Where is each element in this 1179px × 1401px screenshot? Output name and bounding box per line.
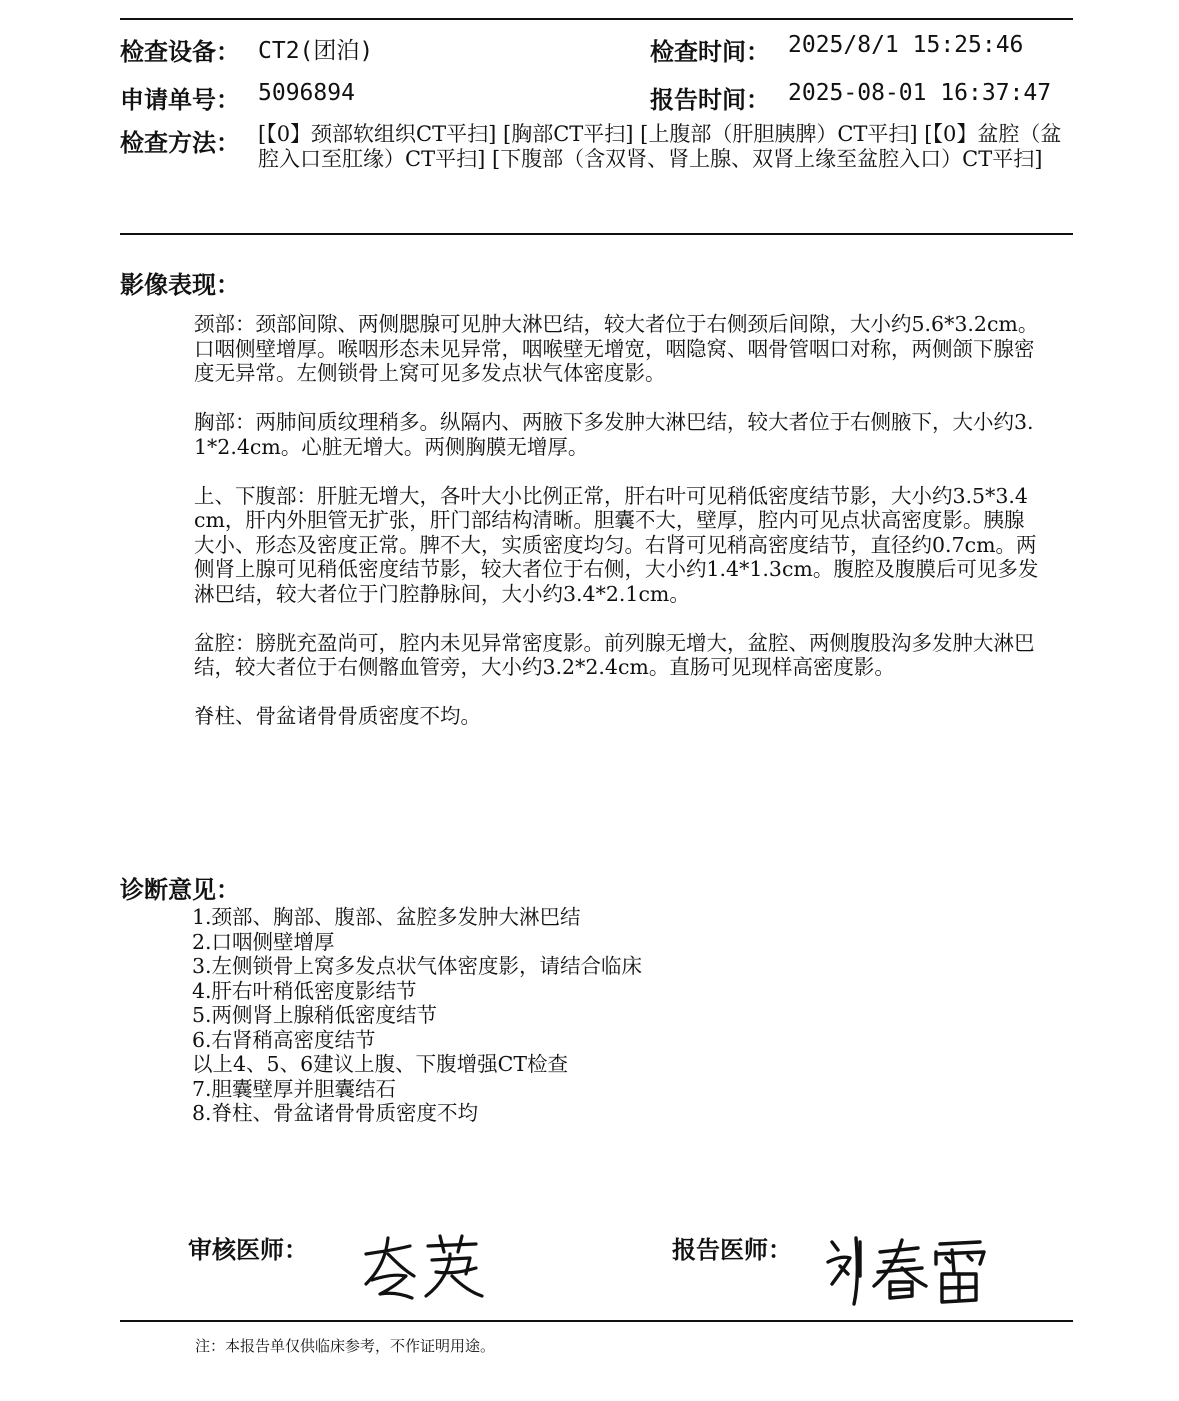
- header-divider: [120, 233, 1073, 235]
- top-divider: [120, 18, 1073, 20]
- findings-spine: 脊柱、骨盆诸骨骨质密度不均。: [194, 704, 481, 728]
- reviewer-signature: [358, 1232, 488, 1302]
- diagnosis-heading: 诊断意见：: [120, 876, 240, 904]
- exam-method-value: [【0】颈部软组织CT平扫] [胸部CT平扫] [上腹部（肝胆胰脾）CT平扫] [【0】盆腔（盆腔入口至肛缘）CT平扫] [下腹部（含双肾、肾上腺、双肾上缘至盆腔入口）CT平扫]: [258, 122, 1062, 171]
- findings-pelvis: 盆腔：膀胱充盈尚可，腔内未见异常密度影。前列腺无增大，盆腔、两侧腹股沟多发肿大淋巴结，较大者位于右侧髂血管旁，大小约3.2*2.4cm。直肠可见现样高密度影。: [194, 630, 1035, 679]
- diagnosis-item: 6.右肾稍高密度结节: [192, 1027, 376, 1052]
- diagnosis-item: 4.肝右叶稍低密度影结节: [192, 978, 417, 1003]
- reporter-signature: [822, 1232, 992, 1312]
- diagnosis-item: 1.颈部、胸部、腹部、盆腔多发肿大淋巴结: [192, 905, 581, 929]
- device-value: CT2(团泊): [258, 38, 374, 64]
- reporter-label: 报告医师：: [672, 1236, 792, 1264]
- report-time-value: 2025-08-01 16:37:47: [788, 80, 1052, 106]
- request-number-value: 5096894: [258, 80, 355, 106]
- exam-time-label: 检查时间：: [650, 38, 770, 66]
- exam-method-label: 检查方法：: [120, 129, 240, 157]
- exam-time-value: 2025/8/1 15:25:46: [788, 32, 1024, 58]
- findings-abdomen: 上、下腹部：肝脏无增大，各叶大小比例正常，肝右叶可见稍低密度结节影，大小约3.5*3.4cm，肝内外胆管无扩张，肝门部结构清晰。胆囊不大，壁厚，腔内可见点状高密度影。胰腺大小、形态及密度正常。脾不大，实质密度均匀。右肾可见稍高密度结节，直径约0.7cm。两侧肾上腺可见稍低密度结节影，较大者位于右侧，大小约1.4*1.3cm。腹腔及腹膜后可见多发淋巴结，较大者位于门腔静脉间，大小约3.4*2.1cm。: [194, 483, 1039, 606]
- reviewer-label: 审核医师：: [188, 1236, 308, 1264]
- diagnosis-item: 7.胆囊壁厚并胆囊结石: [192, 1076, 397, 1101]
- findings-neck: 颈部：颈部间隙、两侧腮腺可见肿大淋巴结，较大者位于右侧颈后间隙，大小约5.6*3.2cm。口咽侧壁增厚。喉咽形态未见异常，咽喉壁无增宽，咽隐窝、咽骨管咽口对称，两侧颌下腺密度无异常。左侧锁骨上窝可见多发点状气体密度影。: [194, 312, 1039, 385]
- findings-chest: 胸部：两肺间质纹理稍多。纵隔内、两腋下多发肿大淋巴结，较大者位于右侧腋下，大小约3.1*2.4cm。心脏无增大。两侧胸膜无增厚。: [194, 410, 1034, 459]
- findings-heading: 影像表现：: [120, 271, 240, 299]
- request-number-label: 申请单号：: [120, 86, 240, 114]
- diagnosis-item: 8.脊柱、骨盆诸骨骨质密度不均: [192, 1101, 479, 1125]
- diagnosis-list: [192, 905, 1052, 1126]
- disclaimer-note: 注：本报告单仅供临床参考，不作证明用途。: [195, 1337, 496, 1355]
- device-label: 检查设备：: [120, 38, 240, 66]
- diagnosis-item: 2.口咽侧壁增厚: [192, 929, 335, 954]
- diagnosis-item: 5.两侧肾上腺稍低密度结节: [192, 1003, 438, 1027]
- findings-section: [194, 312, 1039, 753]
- diagnosis-recommendation: 以上4、5、6建议上腹、下腹增强CT检查: [192, 1052, 568, 1076]
- diagnosis-item: 3.左侧锁骨上窝多发点状气体密度影，请结合临床: [192, 954, 643, 978]
- footer-divider: [120, 1320, 1073, 1322]
- report-time-label: 报告时间：: [650, 86, 770, 114]
